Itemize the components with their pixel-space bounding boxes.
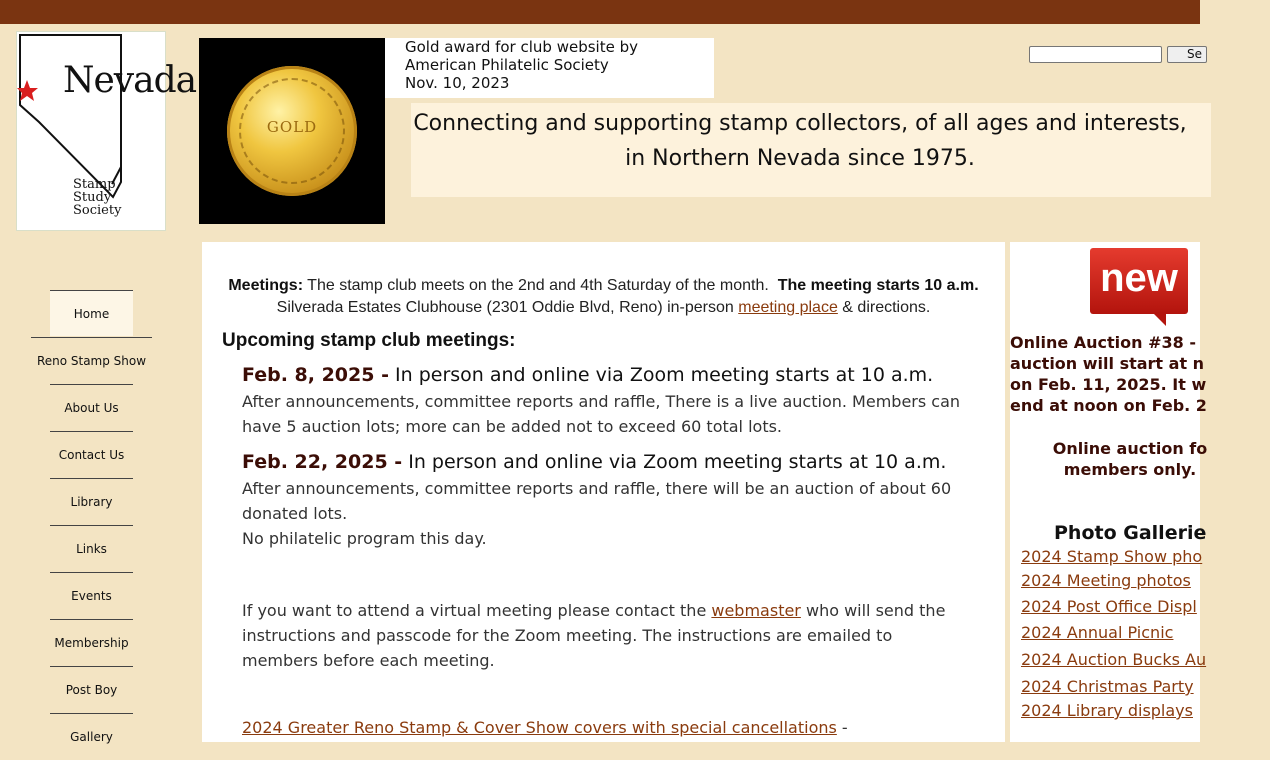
nav-item-contact-us[interactable]: Contact Us (50, 431, 133, 477)
search-input[interactable] (1029, 46, 1162, 63)
show-covers-link[interactable]: 2024 Greater Reno Stamp & Cover Show covers with special cancellations (242, 718, 837, 737)
meeting-place-link[interactable]: meeting place (738, 299, 838, 316)
club-logo[interactable] (16, 31, 197, 231)
event-headline: Feb. 22, 2025 - In person and online via Zoom meeting starts at 10 a.m. (242, 451, 947, 473)
members-only-notice: Online auction fo members only. (1052, 439, 1208, 479)
nav-item-membership[interactable]: Membership (50, 619, 133, 665)
nav-item-library[interactable]: Library (50, 478, 133, 524)
logo-wordmark: Nevada (63, 60, 197, 101)
award-caption: Gold award for club website by American Philatelic Society Nov. 10, 2023 (385, 38, 714, 98)
webmaster-link[interactable]: webmaster (711, 601, 801, 620)
event-description: After announcements, committee reports and raffle, there will be an auction of about 60 donated lots. No philatelic program this day. (242, 479, 952, 548)
online-auction-notice: Online Auction #38 - auction will start at n on Feb. 11, 2025. It w end at noon on Feb. 2 (1010, 333, 1207, 415)
photo-galleries-heading: Photo Gallerie (1054, 522, 1207, 544)
search-button[interactable]: Se (1167, 46, 1207, 63)
nav-item-post-boy[interactable]: Post Boy (50, 666, 133, 712)
nav-item-links[interactable]: Links (50, 525, 133, 571)
upcoming-meetings-heading: Upcoming stamp club meetings: (222, 330, 516, 351)
gallery-link[interactable]: 2024 Library displays (1021, 701, 1193, 720)
gold-medal-icon: GOLD (227, 66, 357, 196)
gallery-link[interactable]: 2024 Auction Bucks Au (1021, 650, 1207, 669)
gallery-link[interactable]: 2024 Christmas Party (1021, 677, 1194, 696)
right-sidebar (1010, 242, 1208, 742)
meeting-location: Silverada Estates Clubhouse (2301 Oddie Blvd, Reno) in-person meeting place & directions. (276, 299, 931, 316)
nav-item-gallery[interactable]: Gallery (50, 713, 133, 759)
main-content (202, 242, 1005, 742)
event-description: After announcements, committee reports and raffle, There is a live auction. Members can have 5 auction lots; more can be added not to exceed 60 total lots. (242, 392, 961, 436)
nav-item-home[interactable]: Home (50, 290, 133, 336)
gallery-link[interactable]: 2024 Meeting photos (1021, 571, 1191, 590)
meetings-schedule: Meetings: The stamp club meets on the 2nd and 4th Saturday of the month. The meeting starts 10 a.m. (228, 277, 979, 294)
event-headline: Feb. 8, 2025 - In person and online via Zoom meeting starts at 10 a.m. (242, 364, 934, 386)
gold-award-badge (199, 38, 385, 224)
nav-item-reno-stamp-show[interactable]: Reno Stamp Show (31, 337, 152, 383)
gallery-link[interactable]: 2024 Post Office Displ (1021, 597, 1197, 616)
covers-section: 2024 Greater Reno Stamp & Cover Show covers with special cancellations - (242, 718, 848, 737)
nav-item-events[interactable]: Events (50, 572, 133, 618)
top-bar (0, 0, 1200, 24)
gallery-link[interactable]: 2024 Annual Picnic (1021, 623, 1174, 642)
site-tagline: Connecting and supporting stamp collectors, of all ages and interests, in Northern Nevada since 1975. (411, 103, 1211, 197)
gallery-link[interactable]: 2024 Stamp Show pho (1021, 547, 1203, 566)
logo-society-name: Stamp Study Society (73, 177, 122, 218)
virtual-meeting-info: If you want to attend a virtual meeting please contact the webmaster who will send the instructions and passcode for the Zoom meeting. The instructions are emailed to members before each meeting. (242, 601, 946, 670)
nav-item-about-us[interactable]: About Us (50, 384, 133, 430)
new-badge-icon: new (1090, 248, 1188, 320)
